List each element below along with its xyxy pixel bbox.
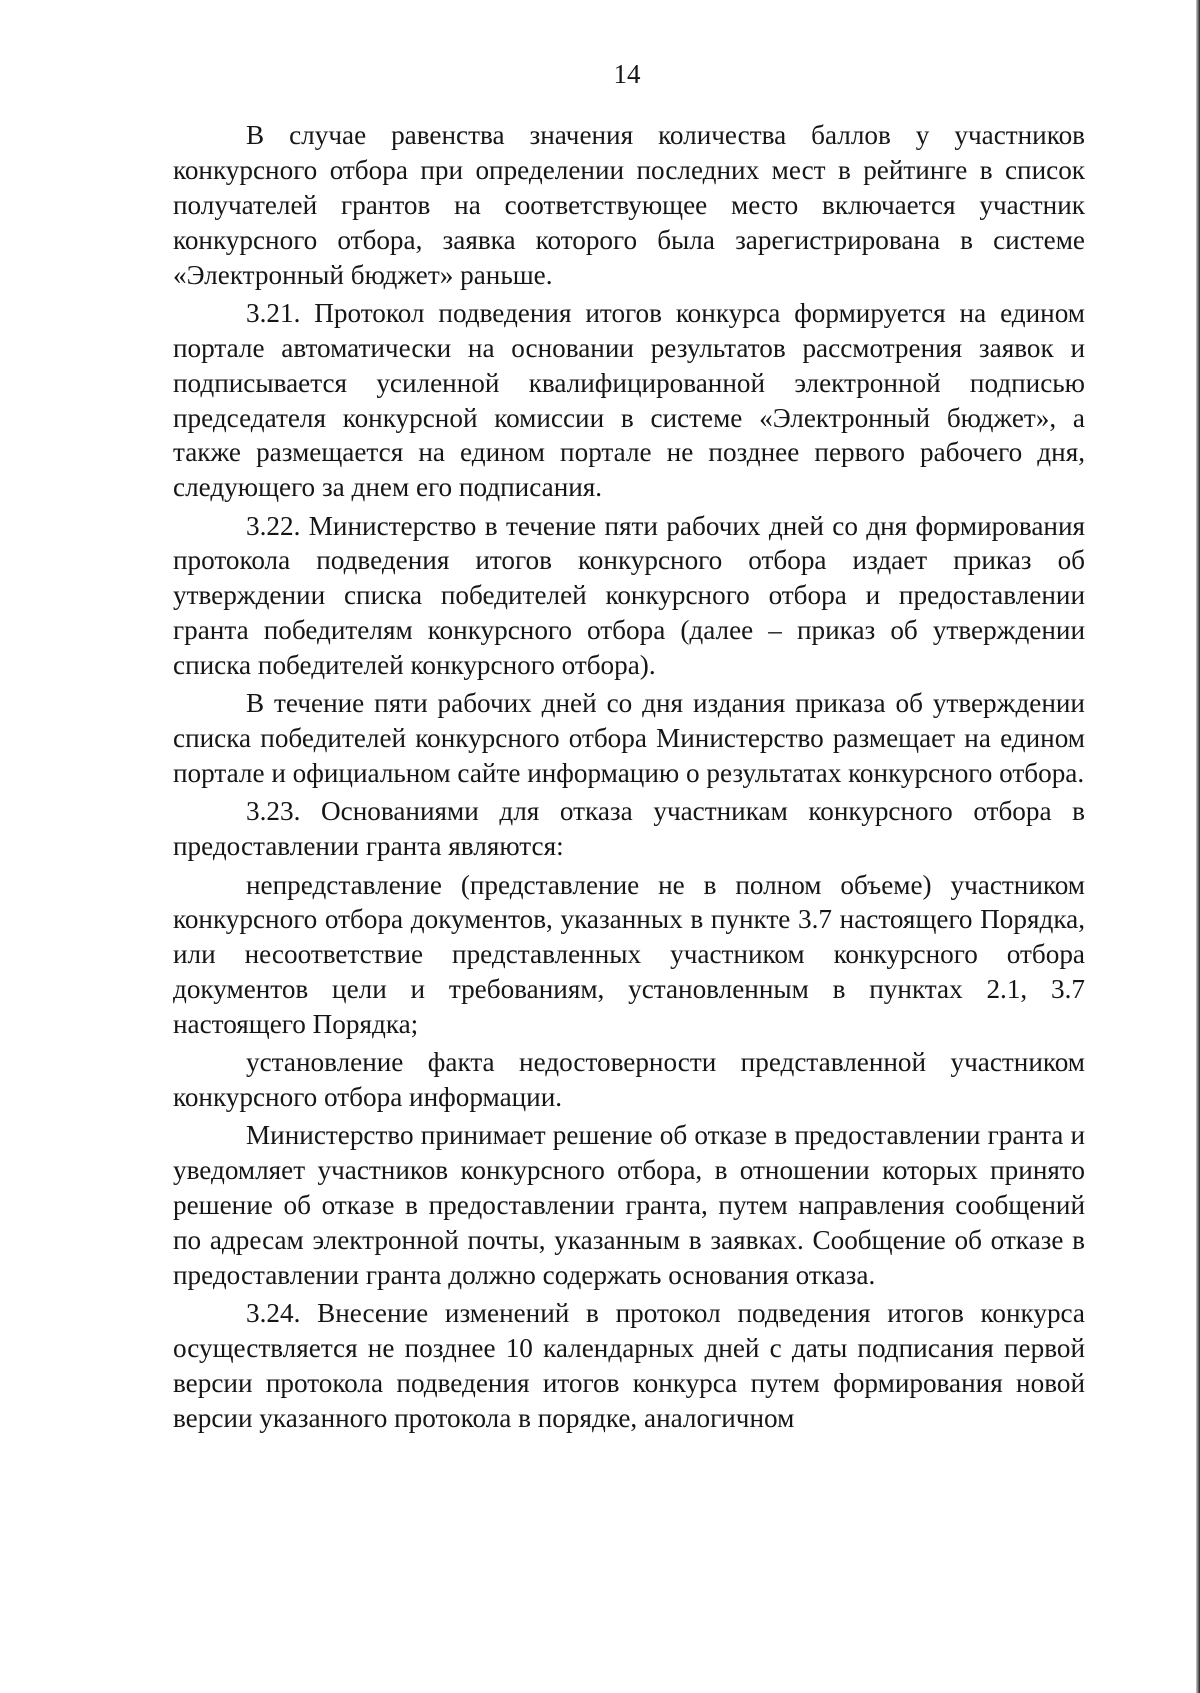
paragraph-text: Внесение изменений в протокол подведения итогов конкурса осуществляется не позднее 10 календарных дней с даты подписания первой версии протокола подведения итогов конкурса путем формирования новой версии указанного протокола в порядке, аналогичном (173, 1298, 1085, 1433)
clause-number: 3.22. (246, 510, 309, 541)
clause-number: 3.23. (246, 796, 322, 827)
paragraph-refusal-ground-2 (173, 1045, 1085, 1115)
paragraph-refusal-ground-1 (173, 868, 1085, 1043)
paragraph-clause-3-24 (173, 1296, 1085, 1436)
paragraph-clause-3-21 (173, 296, 1085, 505)
clause-number: 3.24. (246, 1298, 318, 1329)
paragraph-text: В течение пяти рабочих дней со дня издания приказа об утверждении списка победителей конкурсного отбора Министерство размещает на едином портале и официальном сайте информацию о результатах конкурсного отбора. (173, 688, 1085, 789)
paragraph-clause-3-22 (173, 509, 1085, 684)
paragraph-text: Протокол подведения итогов конкурса формируется на едином портале автоматически на основании результатов рассмотрения заявок и подписывается усиленной квалифицированной электронной подписью председателя конкурсной комиссии в системе «Электронный бюджет», а также размещается на едином портале не позднее первого рабочего дня, следующего за днем его подписания. (173, 297, 1085, 503)
page-number: 14 (613, 59, 641, 89)
paragraph-publication (173, 686, 1085, 791)
paragraph-text: В случае равенства значения количества баллов у участников конкурсного отбора при определении последних мест в рейтинге в список получателей грантов на соответствующее место включается участник конкурсного отбора, заявка которого была зарегистрирована в системе «Электронный бюджет» раньше. (173, 120, 1085, 290)
paragraph-clause-3-23 (173, 794, 1085, 864)
document-body (173, 118, 1085, 1436)
paragraph-text: Министерство в течение пяти рабочих дней со дня формирования протокола подведения итогов конкурсного отбора издает приказ об утверждении списка победителей конкурсного отбора и предоставлении гранта победителям конкурсного отбора (далее – приказ об утверждении списка победителей конкурсного отбора). (173, 510, 1086, 681)
paragraph-text: Министерство принимает решение об отказе в предоставлении гранта и уведомляет участников конкурсного отбора, в отношении которых принято решение об отказе в предоставлении гранта, путем направления сообщений по адресам электронной почты, указанным в заявках. Сообщение об отказе в предоставлении гранта должно содержать основания отказа. (173, 1120, 1085, 1291)
paragraph-text: установление факта недостоверности представленной участником конкурсного отбора информации. (173, 1047, 1085, 1113)
paragraph-refusal-notice (173, 1118, 1085, 1293)
clause-number: 3.21. (246, 297, 315, 328)
paragraph-text: непредставление (представление не в полном объеме) участником конкурсного отбора документов, указанных в пункте 3.7 настоящего Порядка, или несоответствие представленных участником конкурсного отбора документов цели и требованиям, установленным в пунктах 2.1, 3.7 настоящего Порядка; (173, 869, 1085, 1040)
paragraph-text: Основаниями для отказа участникам конкурсного отбора в предоставлении гранта являются: (173, 796, 1085, 862)
paragraph-tie-break (173, 118, 1085, 293)
scan-edge-shadow (1196, 0, 1200, 1693)
